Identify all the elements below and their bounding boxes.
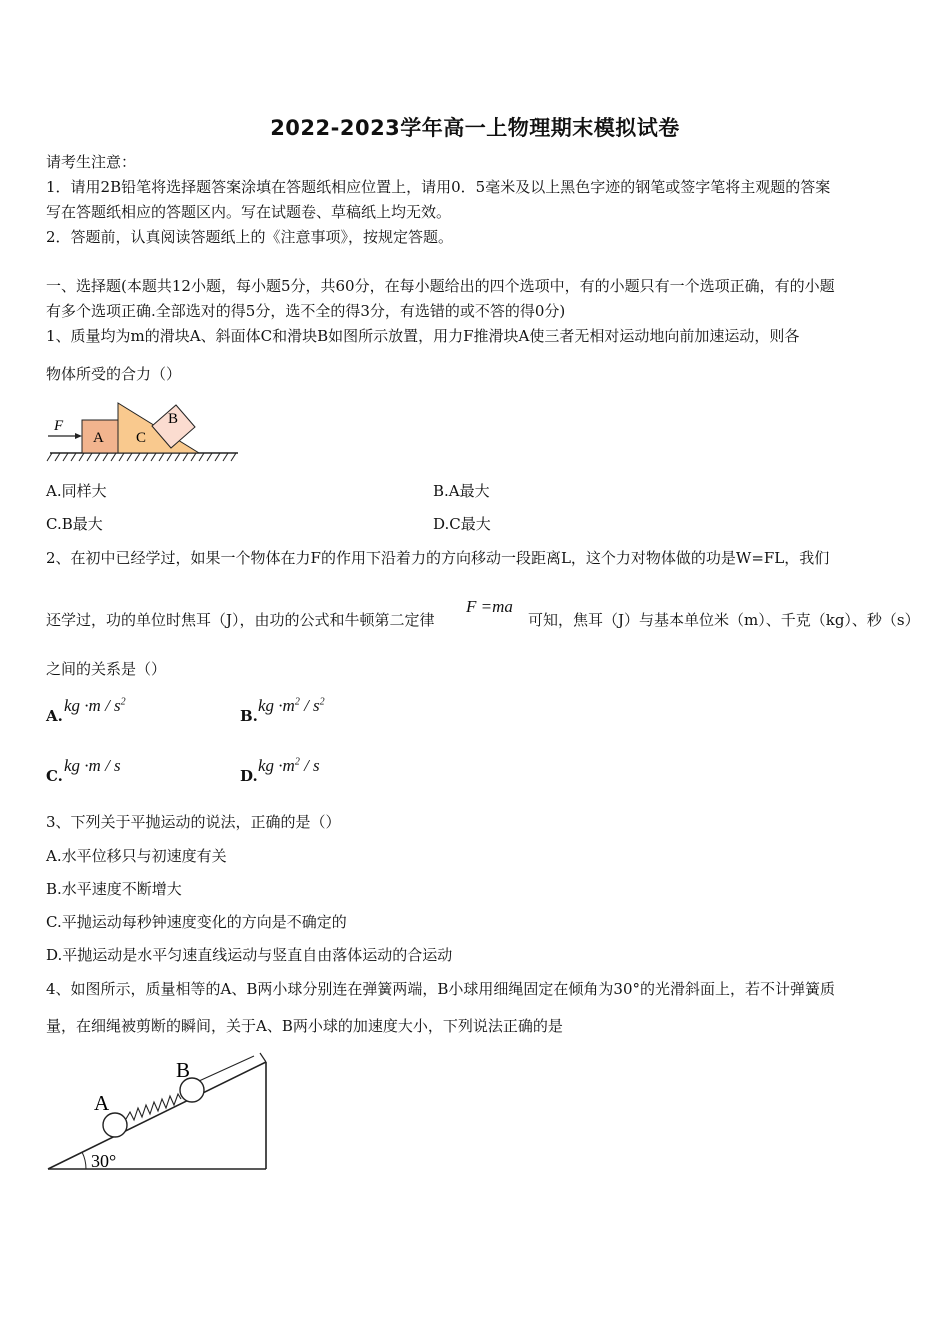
unit-sup: 2 xyxy=(294,756,300,768)
notice-line-1b: 写在答题纸相应的答题区内。写在试题卷、草稿纸上均无效。 xyxy=(46,203,452,221)
q3-option-c[interactable]: C.平抛运动每秒钟速度变化的方向是不确定的 xyxy=(46,913,347,931)
label-ball-b: B xyxy=(176,1058,191,1082)
q1-option-d[interactable]: D.C最大 xyxy=(433,515,491,533)
q2-stem-2b: 可知，焦耳（J）与基本单位米（m）、千克（kg）、秒（s） xyxy=(528,611,920,629)
q4-stem-1: 4、如图所示，质量相等的A、B两小球分别连在弹簧两端，B小球用细绳固定在倾角为30°的光滑斜面上，若不计弹簧质 xyxy=(46,980,836,998)
q2-stem-2a: 还学过，功的单位时焦耳（J），由功的公式和牛顿第二定律 xyxy=(46,611,435,629)
option-label: B. xyxy=(240,707,258,725)
q4-figure xyxy=(44,1050,274,1175)
unit-sup: 2 xyxy=(120,696,126,708)
q4-stem-2: 量，在细绳被剪断的瞬间，关于A、B两小球的加速度大小，下列说法正确的是 xyxy=(46,1017,563,1035)
option-label: D. xyxy=(240,767,258,785)
unit-sup-2: 2 xyxy=(319,696,325,708)
q3-option-a[interactable]: A.水平位移只与初速度有关 xyxy=(46,847,227,865)
ball-a xyxy=(103,1113,127,1137)
notice-line-1a: 1．请用2B铅笔将选择题答案涂填在答题纸相应位置上，请用0．5毫米及以上黑色字迹的钢笔或签字笔将主观题的答案 xyxy=(46,178,831,196)
thread xyxy=(199,1056,254,1081)
unit-base: kg ·m xyxy=(258,756,295,775)
unit-base: kg ·m / s xyxy=(64,756,121,775)
q2-option-b[interactable] xyxy=(240,706,258,726)
q2-stem-1: 2、在初中已经学过，如果一个物体在力F的作用下沿着力的方向移动一段距离L，这个力对物体做的功是W=FL，我们 xyxy=(46,549,830,567)
notice-line-2: 2．答题前，认真阅读答题纸上的《注意事项》，按规定答题。 xyxy=(46,228,454,246)
unit-tail: / s xyxy=(299,696,320,715)
q1-figure xyxy=(44,398,244,466)
unit-base: kg ·m xyxy=(258,696,295,715)
q1-option-a[interactable]: A.同样大 xyxy=(46,482,107,500)
unit-sup: 2 xyxy=(294,696,300,708)
q1-option-b[interactable]: B.A最大 xyxy=(433,482,490,500)
q2-option-a-formula xyxy=(64,696,126,716)
q1-option-c[interactable]: C.B最大 xyxy=(46,515,103,533)
unit-base: kg ·m / s xyxy=(64,696,121,715)
q2-formula: F =ma xyxy=(466,597,513,616)
unit-tail: / s xyxy=(299,756,320,775)
q2-option-c[interactable] xyxy=(46,766,63,786)
label-c: C xyxy=(136,430,147,446)
q1-stem-1: 1、质量均为m的滑块A、斜面体C和滑块B如图所示放置，用力F推滑块A使三者无相对运动地向前加速运动，则各 xyxy=(46,327,800,345)
option-label: A. xyxy=(46,707,63,725)
label-angle: 30° xyxy=(91,1151,117,1171)
q2-option-a[interactable] xyxy=(46,706,63,726)
option-label: C. xyxy=(46,767,63,785)
q2-option-c-formula xyxy=(64,756,121,776)
section-line-2: 有多个选项正确.全部选对的得5分，选不全的得3分，有选错的或不答的得0分) xyxy=(46,302,566,320)
label-f: F xyxy=(54,418,64,434)
q1-stem-2: 物体所受的合力（） xyxy=(46,365,182,383)
label-b: B xyxy=(168,411,179,427)
q2-option-d[interactable] xyxy=(240,766,258,786)
q2-stem-3: 之间的关系是（） xyxy=(46,660,167,678)
section-line-1: 一、选择题(本题共12小题，每小题5分，共60分，在每小题给出的四个选项中，有的小题只有一个选项正确，有的小题 xyxy=(46,277,835,295)
label-ball-a: A xyxy=(94,1091,110,1115)
q3-stem: 3、下列关于平抛运动的说法，正确的是（） xyxy=(46,813,341,831)
q3-option-b[interactable]: B.水平速度不断增大 xyxy=(46,880,182,898)
q2-option-d-formula xyxy=(258,756,320,776)
q3-option-d[interactable]: D.平抛运动是水平匀速直线运动与竖直自由落体运动的合运动 xyxy=(46,946,453,964)
incline xyxy=(48,1062,266,1169)
q2-option-b-formula xyxy=(258,696,325,716)
page-title: 2022-2023学年高一上物理期末模拟试卷 xyxy=(270,116,680,140)
label-a: A xyxy=(93,430,104,446)
notice-heading: 请考生注意： xyxy=(46,153,137,171)
